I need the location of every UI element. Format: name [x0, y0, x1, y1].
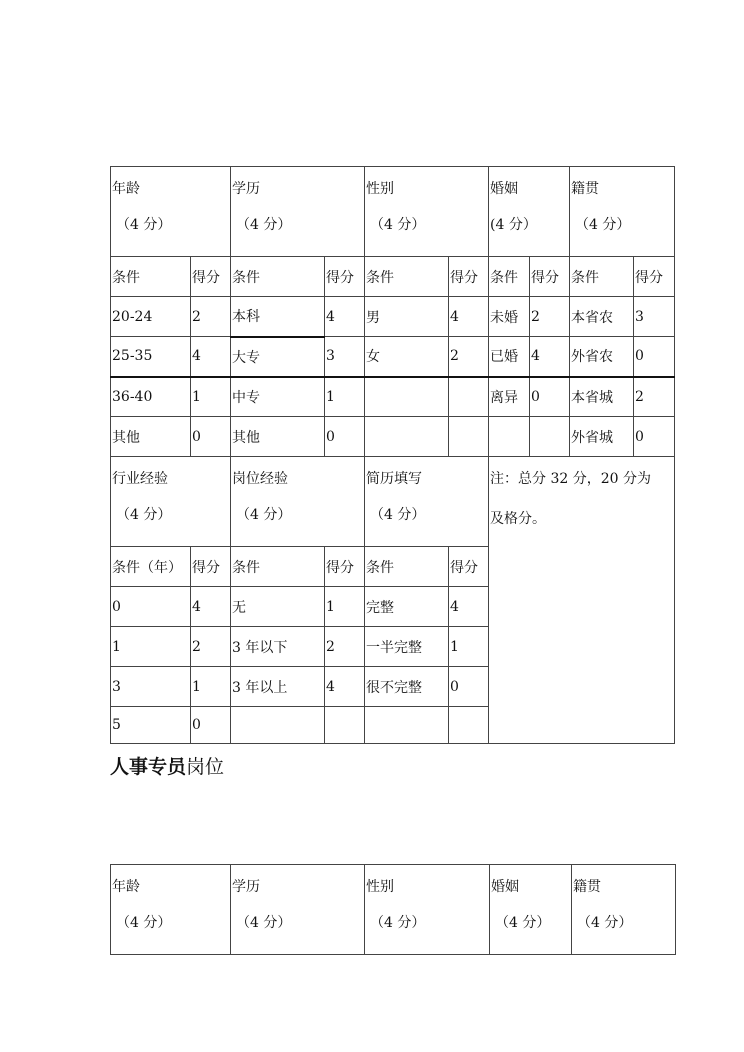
cell: 5: [111, 707, 191, 744]
cell: 4: [191, 587, 231, 627]
cell: 未婚: [489, 297, 530, 337]
group-header-age: 年龄 （4 分）: [111, 865, 231, 955]
table-row: [111, 297, 675, 337]
col-score: 得分: [634, 257, 675, 297]
cell: 3 年以下: [231, 627, 325, 667]
cell: [530, 417, 570, 457]
table-row: [111, 417, 675, 457]
note-cell: 注：总分 32 分，20 分为 及格分。: [489, 457, 675, 744]
col-condition: 条件: [111, 257, 191, 297]
cell: 1: [449, 627, 489, 667]
cell: 2: [191, 627, 231, 667]
col-condition: 条件: [231, 257, 325, 297]
cell: 其他: [111, 417, 191, 457]
cell: 男: [365, 297, 449, 337]
cell: [325, 707, 365, 744]
cell: [365, 417, 449, 457]
cell: 2: [325, 627, 365, 667]
cell: 本省农: [570, 297, 634, 337]
cell: [449, 417, 489, 457]
cell: 外省农: [570, 337, 634, 377]
cell: 外省城: [570, 417, 634, 457]
col-condition: 条件: [365, 547, 449, 587]
col-score: 得分: [530, 257, 570, 297]
cell: 2: [191, 297, 231, 337]
cell: 离异: [489, 377, 530, 417]
scoring-table-2: [110, 864, 676, 955]
table-row: [111, 377, 675, 417]
cell: 0: [530, 377, 570, 417]
group-header-position-experience: 岗位经验 （4 分）: [231, 457, 365, 547]
col-condition-year: 条件（年）: [111, 547, 191, 587]
cell: 36-40: [111, 377, 191, 417]
cell: 0: [111, 587, 191, 627]
group-header-gender: 性别 （4 分）: [365, 865, 490, 955]
cell: 4: [325, 297, 365, 337]
group-header-marital: 婚姻 (4 分）: [489, 167, 570, 257]
cell: [365, 707, 449, 744]
group-header-origin: 籍贯 （4 分）: [570, 167, 675, 257]
cell: 0: [191, 707, 231, 744]
cell: [365, 377, 449, 417]
col-score: 得分: [191, 257, 231, 297]
group-header-education: 学历 （4 分）: [231, 167, 365, 257]
cell: 4: [530, 337, 570, 377]
cell: 0: [634, 337, 675, 377]
cell: 女: [365, 337, 449, 377]
cell: [449, 377, 489, 417]
cell: 本科: [231, 297, 325, 337]
cell: [231, 707, 325, 744]
col-score: 得分: [449, 547, 489, 587]
group-header-education: 学历 （4 分）: [231, 865, 365, 955]
cell: 1: [111, 627, 191, 667]
cell: 完整: [365, 587, 449, 627]
cell: 中专: [231, 377, 325, 417]
cell: 4: [191, 337, 231, 377]
group-header-industry-experience: 行业经验 （4 分）: [111, 457, 231, 547]
col-condition: 条件: [489, 257, 530, 297]
col-score: 得分: [449, 257, 489, 297]
cell: 1: [191, 377, 231, 417]
group-header-origin: 籍贯 （4 分）: [572, 865, 676, 955]
group-header-gender: 性别 （4 分）: [365, 167, 489, 257]
cell: 本省城: [570, 377, 634, 417]
cell: 无: [231, 587, 325, 627]
cell: 3: [111, 667, 191, 707]
cell: [489, 417, 530, 457]
cell: 0: [191, 417, 231, 457]
cell: 2: [634, 377, 675, 417]
cell: 0: [325, 417, 365, 457]
cell: 3: [325, 337, 365, 377]
table-row: [111, 337, 675, 377]
cell: 25-35: [111, 337, 191, 377]
scoring-table-1: [110, 166, 675, 744]
cell: 4: [325, 667, 365, 707]
cell: 一半完整: [365, 627, 449, 667]
col-score: 得分: [325, 547, 365, 587]
cell: 3 年以上: [231, 667, 325, 707]
cell: 1: [325, 377, 365, 417]
cell: 0: [449, 667, 489, 707]
cell: 2: [449, 337, 489, 377]
cell: 20-24: [111, 297, 191, 337]
col-condition: 条件: [570, 257, 634, 297]
cell: 4: [449, 297, 489, 337]
group-header-marital: 婚姻 （4 分）: [490, 865, 572, 955]
cell: 大专: [231, 337, 325, 377]
cell: 0: [634, 417, 675, 457]
cell: 很不完整: [365, 667, 449, 707]
group-header-resume: 简历填写 （4 分）: [365, 457, 489, 547]
col-condition: 条件: [231, 547, 325, 587]
col-condition: 条件: [365, 257, 449, 297]
cell: 其他: [231, 417, 325, 457]
section-heading: 人事专员岗位: [110, 756, 225, 778]
group-header-age: 年龄 （4 分）: [111, 167, 231, 257]
cell: 1: [325, 587, 365, 627]
col-score: 得分: [325, 257, 365, 297]
cell: 1: [191, 667, 231, 707]
cell: 已婚: [489, 337, 530, 377]
col-score: 得分: [191, 547, 231, 587]
cell: 4: [449, 587, 489, 627]
cell: 3: [634, 297, 675, 337]
cell: 2: [530, 297, 570, 337]
cell: [449, 707, 489, 744]
column-header-row: [111, 257, 675, 297]
